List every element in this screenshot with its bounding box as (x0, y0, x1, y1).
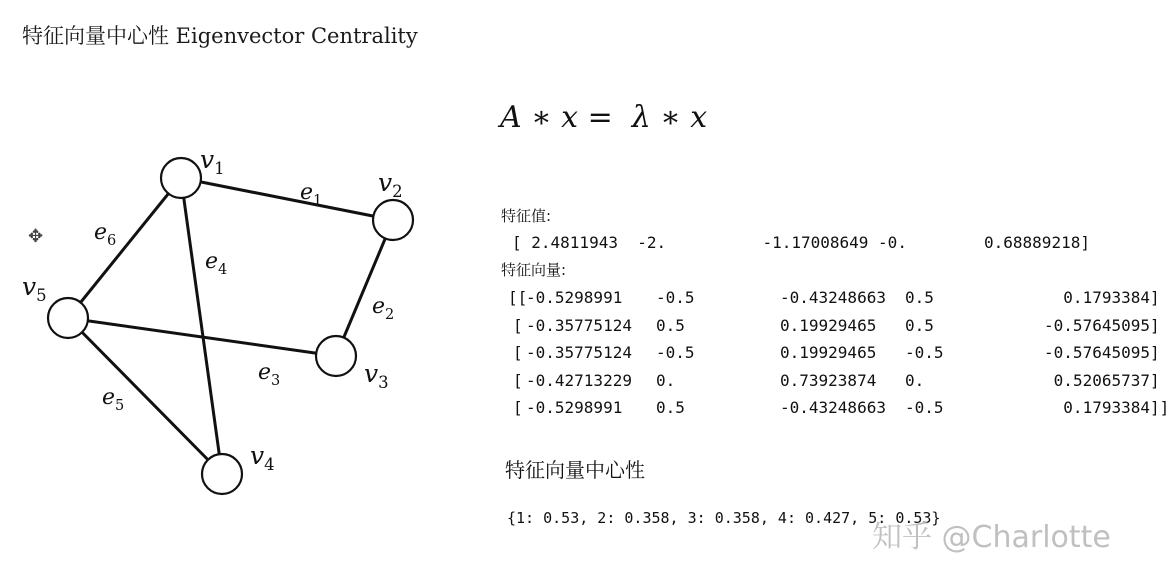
matrix-cell: -0.43248663 (780, 288, 886, 307)
graph-diagram (0, 0, 480, 579)
matrix-cell: 0.1793384 (1063, 398, 1150, 417)
vertex-label-v2: $v_2$ (378, 168, 403, 201)
edge-label-e2: $e_2$ (372, 294, 395, 323)
vertex-label-v1: $v_1$ (200, 145, 225, 178)
matrix-bracket-close: ] (1150, 288, 1160, 307)
matrix-cell: -0.5 (905, 398, 944, 417)
matrix-cell: -0.35775124 (526, 315, 632, 335)
edge-label-e6: $e_6$ (94, 220, 117, 249)
matrix-bracket-open: [[ (508, 288, 528, 307)
vertex-v2 (373, 200, 413, 240)
matrix-cell: -0.57645095 (1044, 343, 1150, 362)
watermark: 知乎 @Charlotte (872, 520, 1111, 555)
matrix-cell: 0.5 (905, 315, 934, 335)
edge-label-e5: $e_5$ (102, 385, 125, 414)
matrix-cell: -0.5298991 (526, 398, 623, 417)
matrix-cell: -0.42713229 (526, 370, 632, 390)
vertex-v3 (316, 336, 356, 376)
matrix-bracket-close: ] (1150, 370, 1160, 390)
matrix-cell: 0.73923874 (780, 370, 877, 390)
matrix-bracket-open: [ (513, 398, 523, 417)
move-cursor-icon: ✥ (28, 226, 44, 247)
edge-e6 (68, 178, 181, 318)
matrix-cell: -0.5 (656, 288, 695, 307)
matrix-bracket-open: [ (513, 343, 523, 362)
matrix-cell: 0.5 (656, 398, 685, 417)
matrix-cell: -0.5 (905, 343, 944, 362)
edge-e1 (181, 178, 393, 220)
edge-label-e3: $e_3$ (258, 360, 281, 389)
eigen-equation: A ∗ x = λ ∗ x (500, 100, 708, 135)
matrix-cell: -0.5 (656, 343, 695, 362)
vertex-v1 (161, 158, 201, 198)
matrix-bracket-close: ]] (1150, 398, 1170, 417)
eigenvectors-label: 特征向量: (501, 261, 567, 279)
page-title: 特征向量中心性 Eigenvector Centrality (22, 24, 418, 48)
matrix-cell: 0.5 (905, 288, 934, 307)
vertex-label-v5: $v_5$ (22, 272, 47, 305)
matrix-cell: 0.19929465 (780, 315, 877, 335)
centrality-result: {1: 0.53, 2: 0.358, 3: 0.358, 4: 0.427, 5: 0.53} (507, 509, 941, 527)
matrix-cell: -0.57645095 (1044, 315, 1150, 335)
matrix-cell: 0.19929465 (780, 343, 877, 362)
matrix-cell: -0.35775124 (526, 343, 632, 362)
matrix-bracket-open: [ (513, 315, 523, 335)
edge-label-e4: $e_4$ (205, 249, 228, 278)
matrix-cell: 0.5 (656, 315, 685, 335)
edge-e2 (336, 220, 393, 356)
matrix-bracket-open: [ (513, 370, 523, 390)
matrix-cell: 0. (656, 370, 676, 390)
vertex-label-v4: $v_4$ (250, 441, 275, 474)
centrality-heading: 特征向量中心性 (505, 458, 645, 482)
edge-e4 (181, 178, 222, 474)
matrix-cell: 0.1793384 (1063, 288, 1150, 307)
matrix-bracket-close: ] (1150, 315, 1160, 335)
eigenvalues-array: [ 2.4811943 -2. -1.17008649 -0. 0.68889218] (512, 233, 1090, 252)
eigenvalues-label: 特征值: (501, 207, 552, 225)
matrix-bracket-close: ] (1150, 343, 1160, 362)
matrix-cell: -0.5298991 (526, 288, 623, 307)
vertex-v4 (202, 454, 242, 494)
edge-e5 (68, 318, 222, 474)
matrix-cell: 0. (905, 370, 925, 390)
edge-label-e1: $e_1$ (300, 180, 323, 209)
vertex-label-v3: $v_3$ (364, 359, 389, 392)
matrix-cell: -0.43248663 (780, 398, 886, 417)
vertex-v5 (48, 298, 88, 338)
matrix-cell: 0.52065737 (1053, 370, 1150, 390)
